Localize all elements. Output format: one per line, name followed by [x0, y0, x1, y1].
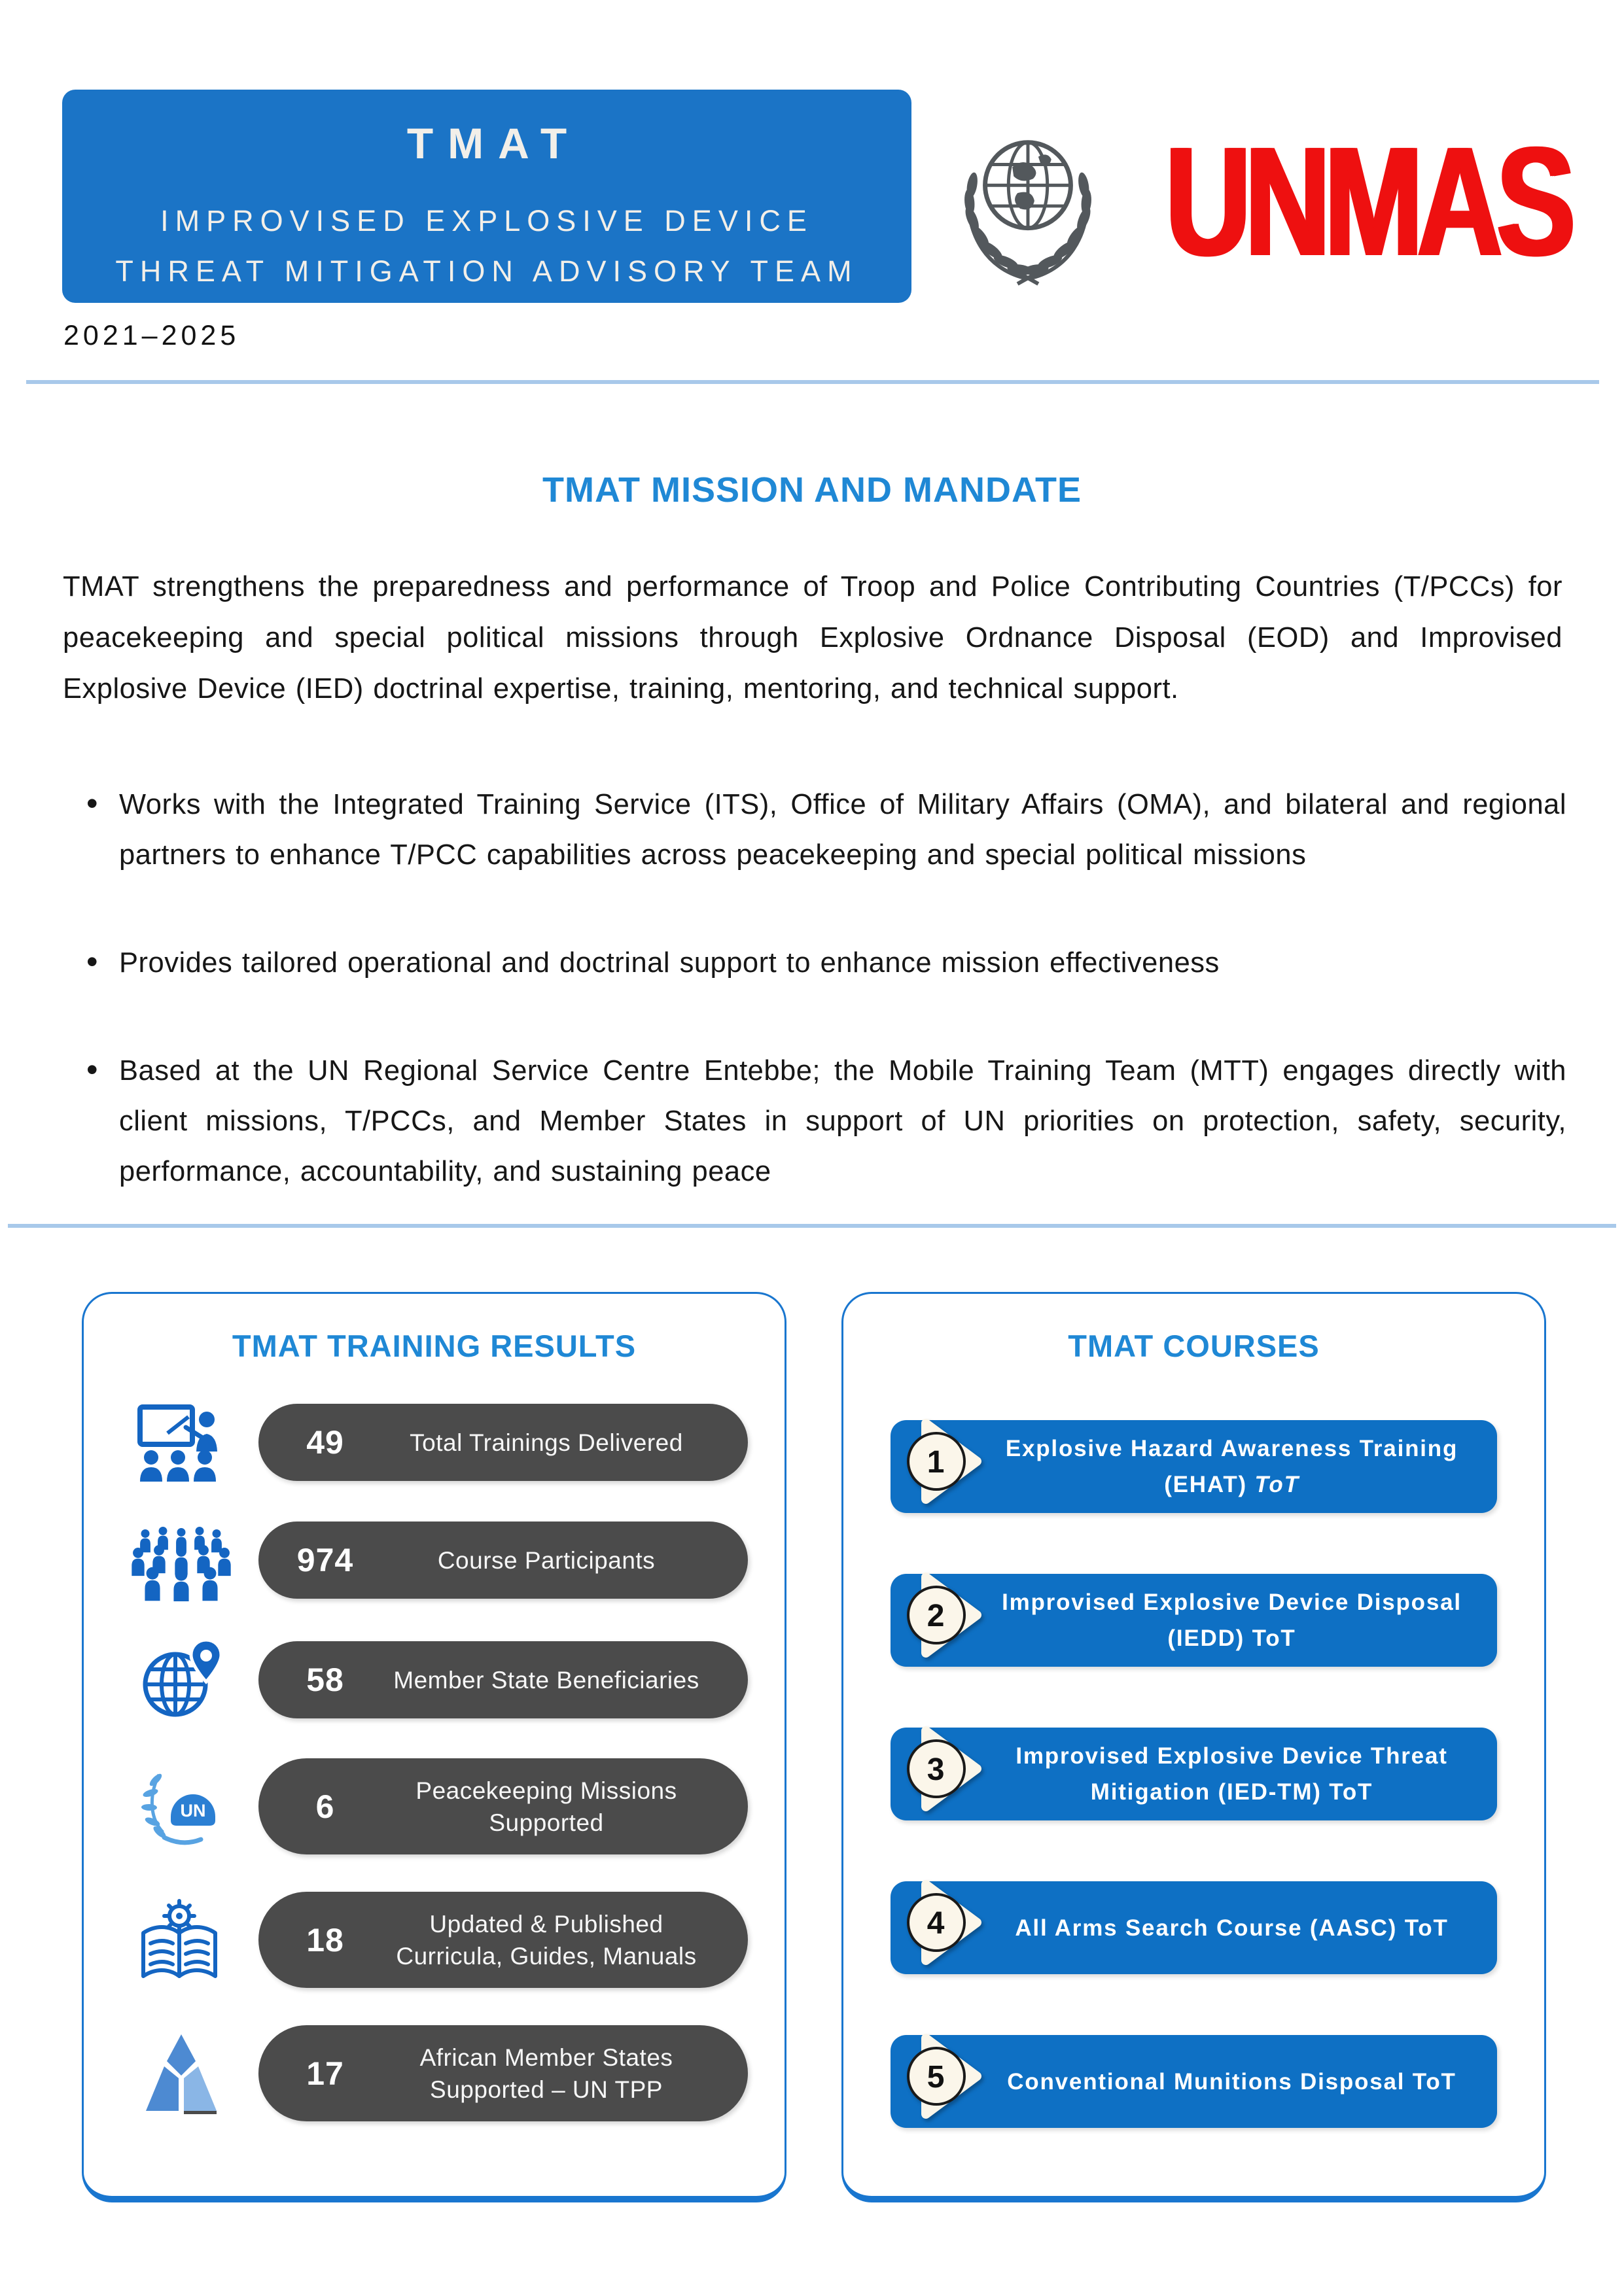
stat-row	[114, 1519, 748, 1601]
training-results-title: TMAT TRAINING RESULTS	[232, 1329, 637, 1363]
course-title-line: Conventional Munitions Disposal ToT	[1007, 2068, 1456, 2095]
course-card	[891, 1420, 1497, 1513]
stat-pill	[258, 1404, 748, 1481]
stat-row	[114, 1758, 748, 1854]
training-results-panel	[82, 1292, 786, 2202]
bullet-item: • Works with the Integrated Training Service (ITS), Office of Military Affairs (OMA), and bilateral and regional partners to enhance T/PCC capabilities across peacekeeping and special political missions	[86, 780, 1566, 880]
courses-list	[891, 1420, 1497, 2128]
crowd-icon	[114, 1519, 248, 1601]
course-title-line: (IEDD) ToT	[1167, 1626, 1296, 1651]
stat-value: 49	[306, 1424, 344, 1461]
stats-list	[114, 1403, 748, 2121]
course-number-badge	[906, 1723, 983, 1825]
svg-text:2: 2	[927, 1599, 946, 1633]
stat-row	[114, 2025, 748, 2121]
course-title-line: All Arms Search Course (AASC) ToT	[1015, 1915, 1449, 1941]
stat-label: Course Participants	[437, 1546, 656, 1574]
period-label: 2021–2025	[63, 320, 240, 351]
course-title-line: Mitigation (IED-TM) ToT	[1090, 1779, 1373, 1805]
course-title-line: (EHAT) ToT	[1164, 1472, 1299, 1497]
course-card	[891, 1574, 1497, 1667]
un-helmet-icon	[114, 1767, 248, 1847]
svg-text:5: 5	[927, 2060, 946, 2095]
course-title-line: Improvised Explosive Device Threat	[1015, 1743, 1448, 1769]
mission-intro: TMAT strengthens the preparedness and performance of Troop and Police Contributing Countries (T/PCCs) for peacekeeping and special political missions through Explosive Ordnance Disposal (EOD) and Improvised Explosive Device (IED) doctrinal expertise, training, mentoring, and technical support.	[63, 571, 1562, 704]
stat-row	[114, 1892, 748, 1988]
un-emblem-icon	[950, 118, 1106, 287]
course-number-badge	[906, 2030, 983, 2132]
svg-text:UN: UN	[180, 1800, 205, 1820]
stat-pill	[258, 1892, 748, 1988]
stat-value: 6	[315, 1788, 335, 1825]
divider-top	[26, 380, 1599, 384]
svg-text:4: 4	[927, 1906, 946, 1941]
bullet-item: • Based at the UN Regional Service Centre Entebbe; the Mobile Training Team (MTT) engages directly with client missions, T/PCCs, and Member States in support of UN priorities on protection, safety, security, performance, accountability, and sustaining peace	[86, 1046, 1566, 1197]
course-number-badge	[906, 1416, 983, 1518]
course-title-line: Improvised Explosive Device Disposal	[1002, 1590, 1462, 1615]
stat-label: Total Trainings Delivered	[410, 1429, 683, 1456]
mission-heading: TMAT MISSION AND MANDATE	[542, 470, 1082, 510]
mission-bullets	[86, 780, 1566, 1197]
courses-title: TMAT COURSES	[1068, 1329, 1320, 1363]
stat-label: African Member States Supported – UN TPP	[419, 2044, 673, 2103]
book-gear-icon	[114, 1899, 248, 1981]
header-subtitle-line2: THREAT MITIGATION ADVISORY TEAM	[115, 254, 858, 288]
stat-pill	[258, 1522, 748, 1599]
stat-pill	[258, 1758, 748, 1854]
stat-pill	[258, 1641, 748, 1718]
header-subtitle-line1: IMPROVISED EXPLOSIVE DEVICE	[160, 204, 813, 237]
header-banner	[62, 90, 911, 303]
stat-value: 17	[306, 2055, 344, 2092]
stat-label: Updated & Published Curricula, Guides, Manuals	[396, 1910, 697, 1970]
stat-pill	[258, 2025, 748, 2121]
courses-panel	[841, 1292, 1546, 2202]
course-card	[891, 1728, 1497, 1820]
svg-text:3: 3	[927, 1752, 946, 1787]
stat-value: 974	[296, 1542, 354, 1578]
header-title: TMAT	[406, 119, 582, 167]
course-card	[891, 2035, 1497, 2128]
globe-pin-icon	[114, 1639, 248, 1721]
stat-value: 18	[306, 1921, 344, 1958]
trainer-presentation-icon	[114, 1403, 248, 1482]
divider-middle	[8, 1224, 1616, 1228]
bullet-item: • Provides tailored operational and doctrinal support to enhance mission effectiveness	[86, 938, 1566, 988]
course-number-badge	[906, 1569, 983, 1671]
course-card	[891, 1881, 1497, 1974]
stat-row	[114, 1639, 748, 1721]
course-number-badge	[906, 1877, 983, 1979]
unmas-logo: UNMAS	[1165, 115, 1570, 288]
svg-text:1: 1	[927, 1445, 946, 1480]
stat-label: Member State Beneficiaries	[393, 1666, 699, 1694]
stat-label: Peacekeeping Missions Supported	[415, 1777, 677, 1836]
stat-value: 58	[306, 1661, 344, 1698]
tpp-triangle-icon	[114, 2032, 248, 2115]
course-title-line: Explosive Hazard Awareness Training	[1005, 1436, 1458, 1461]
stat-row	[114, 1403, 748, 1482]
